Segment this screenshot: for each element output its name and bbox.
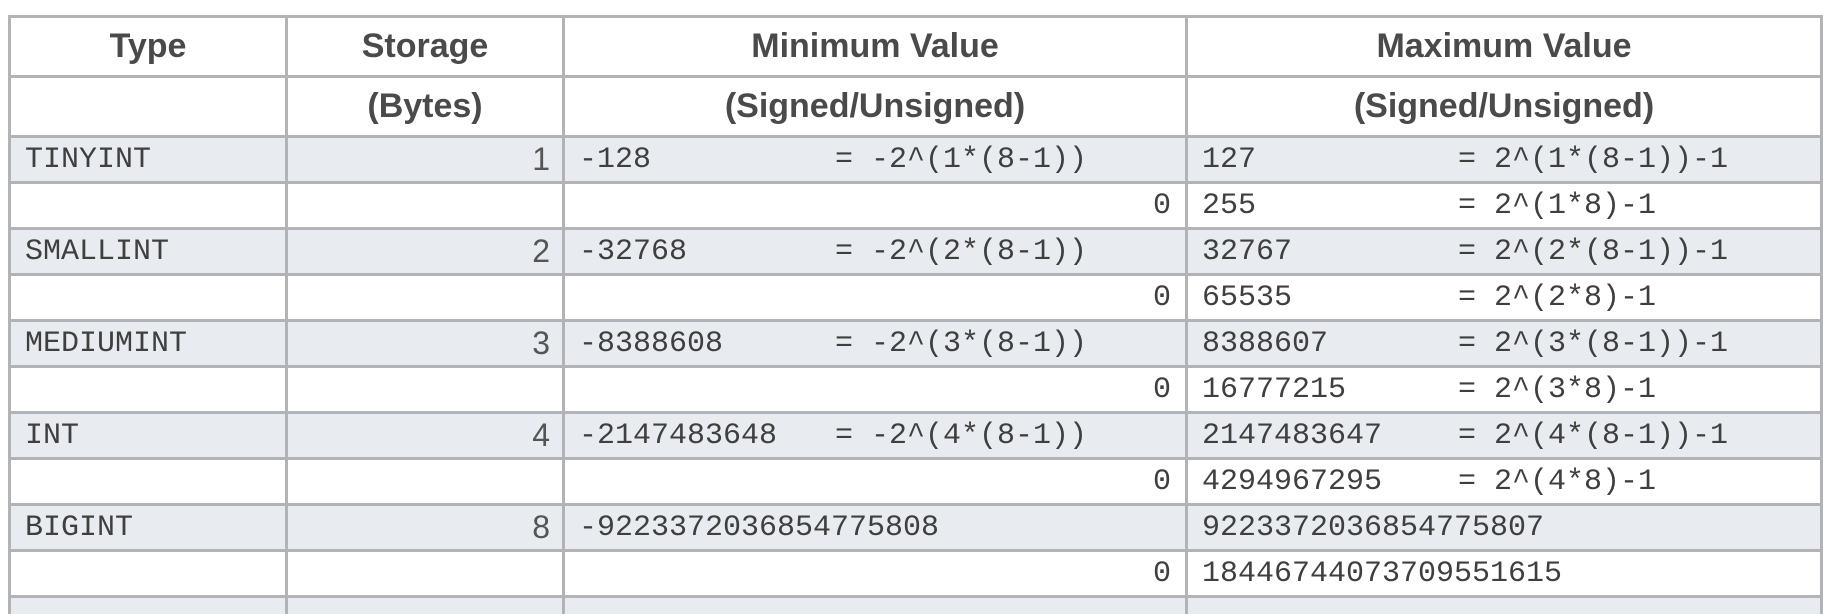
min-signed-value: -128 xyxy=(579,142,652,177)
header-minimum-value: Minimum Value xyxy=(564,17,1187,77)
max-unsigned-formula: = 2^(4*8)-1 xyxy=(1458,464,1657,499)
max-unsigned-value: 18446744073709551615 xyxy=(1202,556,1563,591)
max-signed-cell xyxy=(1187,413,1822,459)
table-row-unsigned xyxy=(10,367,1822,413)
storage-cell-empty xyxy=(287,459,564,505)
header-subrow xyxy=(10,77,1822,137)
storage-cell-empty xyxy=(287,367,564,413)
table-row-signed xyxy=(10,321,1822,367)
partial-cell xyxy=(10,597,287,614)
max-unsigned-cell xyxy=(1187,459,1822,505)
header-type-sub xyxy=(10,77,287,137)
table-row-unsigned xyxy=(10,551,1822,597)
max-unsigned-formula: = 2^(2*8)-1 xyxy=(1458,280,1657,315)
type-cell: MEDIUMINT xyxy=(10,321,287,367)
min-unsigned-cell: 0 xyxy=(564,275,1187,321)
max-signed-value: 127 xyxy=(1202,142,1257,177)
type-cell: INT xyxy=(10,413,287,459)
max-signed-formula: = 2^(4*(8-1))-1 xyxy=(1458,418,1729,453)
min-signed-cell xyxy=(564,413,1187,459)
max-unsigned-cell xyxy=(1187,183,1822,229)
max-unsigned-cell xyxy=(1187,275,1822,321)
min-signed-cell xyxy=(564,229,1187,275)
type-cell: SMALLINT xyxy=(10,229,287,275)
max-unsigned-value: 255 xyxy=(1202,188,1257,223)
integer-types-table xyxy=(8,15,1823,614)
max-signed-formula: = 2^(3*(8-1))-1 xyxy=(1458,326,1729,361)
min-unsigned-cell: 0 xyxy=(564,551,1187,597)
max-unsigned-cell xyxy=(1187,551,1822,597)
type-cell-empty xyxy=(10,183,287,229)
storage-cell: 8 xyxy=(287,505,564,551)
storage-cell: 2 xyxy=(287,229,564,275)
min-signed-cell xyxy=(564,137,1187,183)
header-storage: Storage xyxy=(287,17,564,77)
max-unsigned-value: 4294967295 xyxy=(1202,464,1383,499)
min-unsigned-cell: 0 xyxy=(564,459,1187,505)
partial-cell xyxy=(1187,597,1822,614)
table-row-partial xyxy=(10,597,1822,614)
header-maximum-sub: (Signed/Unsigned) xyxy=(1187,77,1822,137)
header-row xyxy=(10,17,1822,77)
min-signed-formula: = -2^(2*(8-1)) xyxy=(835,234,1088,269)
min-signed-formula: = -2^(3*(8-1)) xyxy=(835,326,1088,361)
max-unsigned-value: 16777215 xyxy=(1202,372,1347,407)
partial-cell xyxy=(564,597,1187,614)
type-cell: TINYINT xyxy=(10,137,287,183)
header-type: Type xyxy=(10,17,287,77)
max-signed-value: 32767 xyxy=(1202,234,1293,269)
max-unsigned-value: 65535 xyxy=(1202,280,1293,315)
min-signed-formula: = -2^(4*(8-1)) xyxy=(835,418,1088,453)
max-signed-cell xyxy=(1187,321,1822,367)
table-row-unsigned xyxy=(10,183,1822,229)
max-signed-cell xyxy=(1187,505,1822,551)
storage-cell-empty xyxy=(287,551,564,597)
type-cell-empty xyxy=(10,551,287,597)
header-minimum-sub: (Signed/Unsigned) xyxy=(564,77,1187,137)
storage-cell: 1 xyxy=(287,137,564,183)
max-signed-value: 8388607 xyxy=(1202,326,1329,361)
max-unsigned-formula: = 2^(3*8)-1 xyxy=(1458,372,1657,407)
table-row-signed xyxy=(10,413,1822,459)
storage-cell-empty xyxy=(287,183,564,229)
min-signed-value: -2147483648 xyxy=(579,418,778,453)
storage-cell-empty xyxy=(287,275,564,321)
min-signed-cell xyxy=(564,505,1187,551)
table-header xyxy=(10,17,1822,137)
max-unsigned-cell xyxy=(1187,367,1822,413)
header-maximum-value: Maximum Value xyxy=(1187,17,1822,77)
min-unsigned-cell: 0 xyxy=(564,183,1187,229)
type-cell-empty xyxy=(10,367,287,413)
type-cell-empty xyxy=(10,459,287,505)
table-row-unsigned xyxy=(10,459,1822,505)
max-signed-formula: = 2^(1*(8-1))-1 xyxy=(1458,142,1729,177)
min-signed-value: -8388608 xyxy=(579,326,724,361)
table-row-unsigned xyxy=(10,275,1822,321)
max-signed-value: 2147483647 xyxy=(1202,418,1383,453)
table-row-signed xyxy=(10,505,1822,551)
min-unsigned-cell: 0 xyxy=(564,367,1187,413)
table-row-signed xyxy=(10,137,1822,183)
storage-cell: 4 xyxy=(287,413,564,459)
max-signed-cell xyxy=(1187,137,1822,183)
table-body xyxy=(10,137,1822,614)
max-signed-formula: = 2^(2*(8-1))-1 xyxy=(1458,234,1729,269)
max-signed-value: 9223372036854775807 xyxy=(1202,510,1545,545)
min-signed-value: -32768 xyxy=(579,234,688,269)
storage-cell: 3 xyxy=(287,321,564,367)
partial-cell xyxy=(287,597,564,614)
min-signed-formula: = -2^(1*(8-1)) xyxy=(835,142,1088,177)
max-unsigned-formula: = 2^(1*8)-1 xyxy=(1458,188,1657,223)
max-signed-cell xyxy=(1187,229,1822,275)
header-storage-unit: (Bytes) xyxy=(287,77,564,137)
table-row-signed xyxy=(10,229,1822,275)
type-cell-empty xyxy=(10,275,287,321)
min-signed-value: -9223372036854775808 xyxy=(579,510,940,545)
min-signed-cell xyxy=(564,321,1187,367)
type-cell: BIGINT xyxy=(10,505,287,551)
